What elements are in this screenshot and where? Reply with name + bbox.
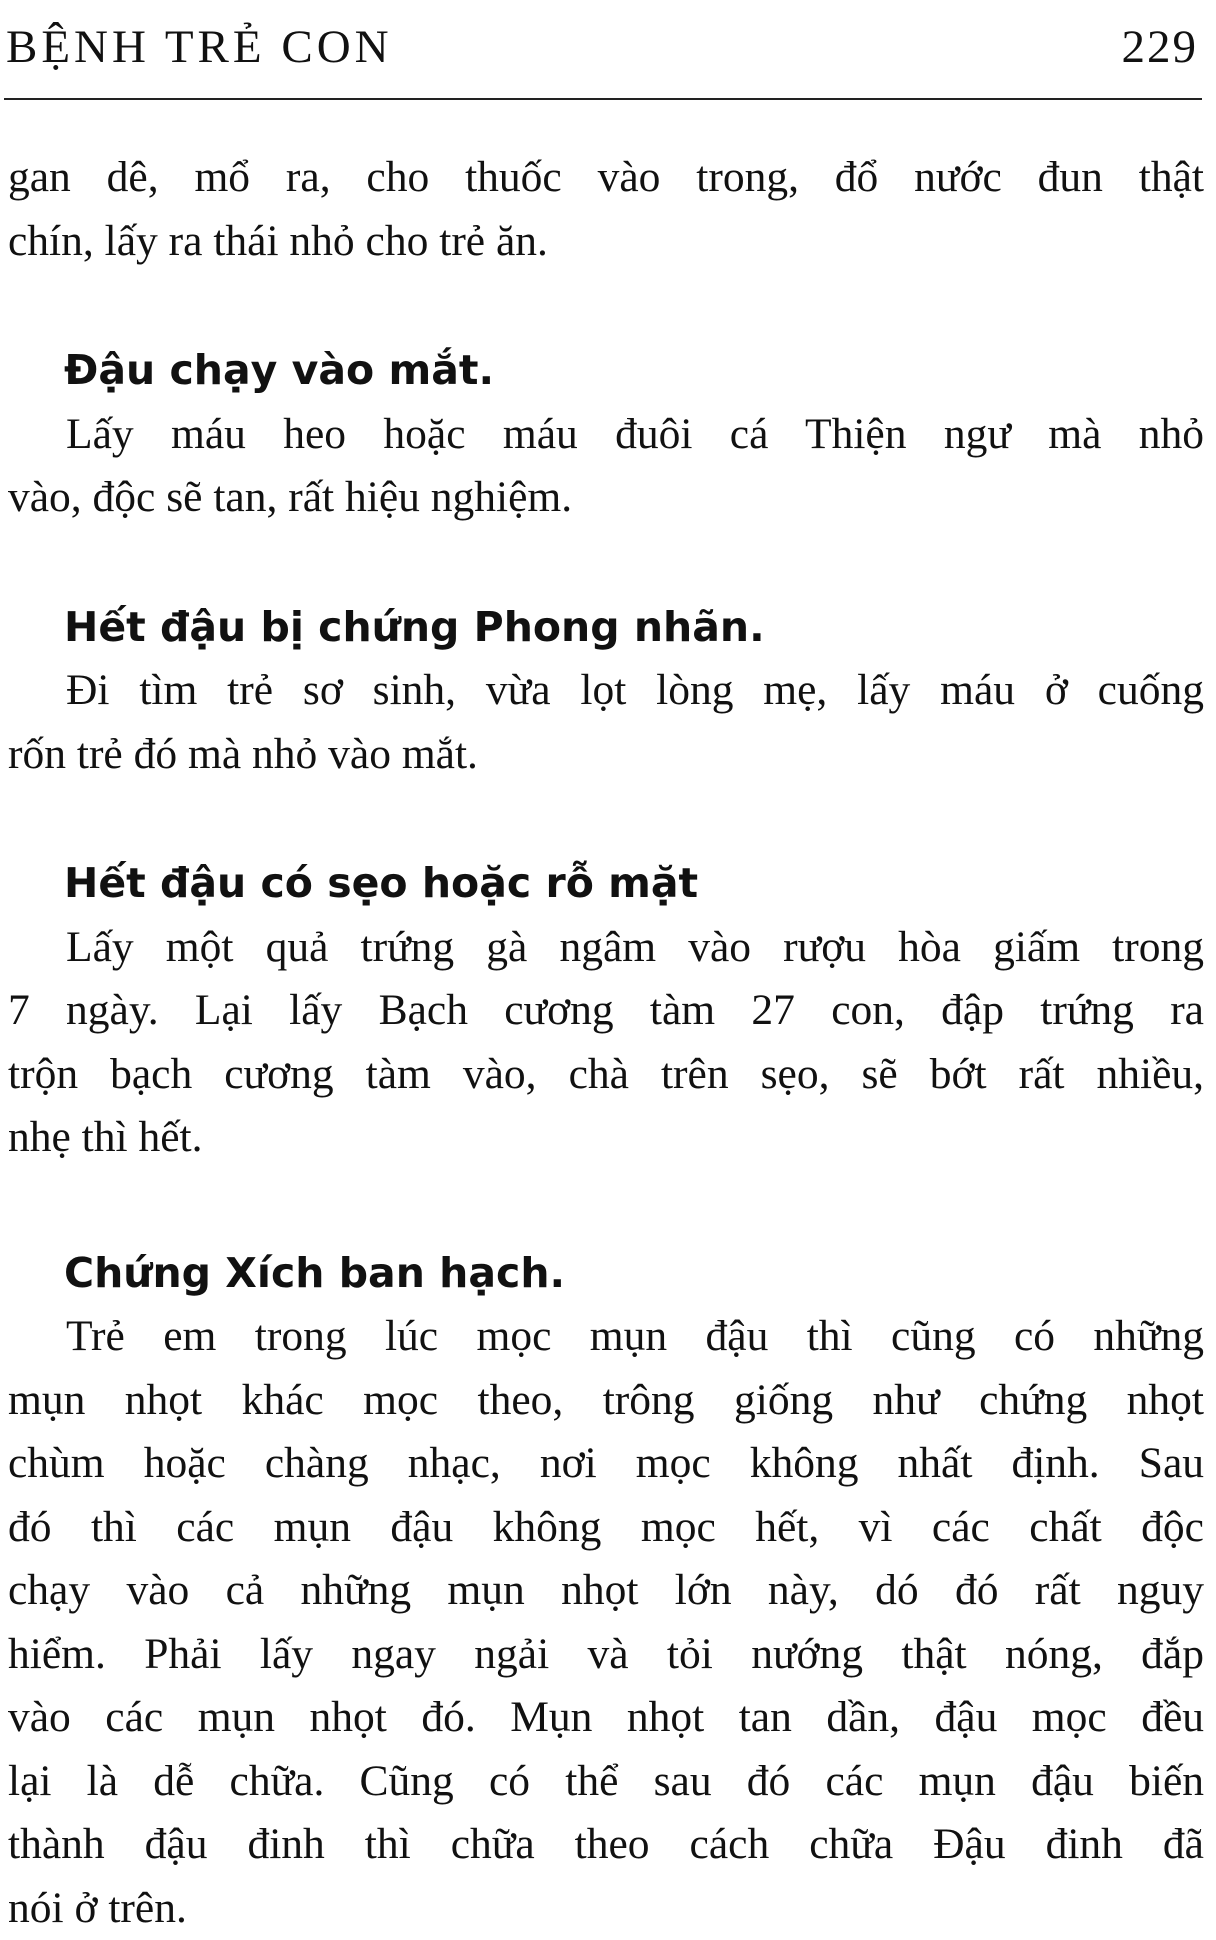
- section-heading: Hết đậu có sẹo hoặc rỗ mặt: [8, 852, 1204, 916]
- text-line: chín, lấy ra thái nhỏ cho trẻ ăn.: [8, 210, 1204, 274]
- text-line: Lấy một quả trứng gà ngâm vào rượu hòa giấm trong: [8, 916, 1204, 980]
- page-number: 229: [1122, 18, 1199, 76]
- intro-paragraph: [8, 146, 1204, 273]
- section-heading: Đậu chạy vào mắt.: [8, 339, 1204, 403]
- text-line: mụn nhọt khác mọc theo, trông giống như chứng nhọt: [8, 1369, 1204, 1433]
- section-paragraph: [8, 1305, 1204, 1940]
- text-line: vào, độc sẽ tan, rất hiệu nghiệm.: [8, 466, 1204, 530]
- section-paragraph: [8, 916, 1204, 1170]
- text-line: Đi tìm trẻ sơ sinh, vừa lọt lòng mẹ, lấy máu ở cuống: [8, 659, 1204, 723]
- text-line: chạy vào cả những mụn nhọt lớn này, dó đó rất nguy: [8, 1559, 1204, 1623]
- text-line: Lấy máu heo hoặc máu đuôi cá Thiện ngư mà nhỏ: [8, 403, 1204, 467]
- spacer: [8, 530, 1204, 596]
- chapter-title: BỆNH TRẺ CON: [6, 18, 393, 76]
- spacer: [8, 273, 1204, 339]
- section-heading: Hết đậu bị chứng Phong nhãn.: [8, 596, 1204, 660]
- page-body: [8, 146, 1204, 1940]
- text-line: rốn trẻ đó mà nhỏ vào mắt.: [8, 723, 1204, 787]
- section-heading: Chứng Xích ban hạch.: [8, 1242, 1204, 1306]
- text-line: hiểm. Phải lấy ngay ngải và tỏi nướng thật nóng, đắp: [8, 1623, 1204, 1687]
- text-line: chùm hoặc chàng nhạc, nơi mọc không nhất định. Sau: [8, 1432, 1204, 1496]
- text-line: đó thì các mụn đậu không mọc hết, vì các chất độc: [8, 1496, 1204, 1560]
- text-line: lại là dễ chữa. Cũng có thể sau đó các mụn đậu biến: [8, 1750, 1204, 1814]
- text-line: 7 ngày. Lại lấy Bạch cương tàm 27 con, đập trứng ra: [8, 979, 1204, 1043]
- text-line: vào các mụn nhọt đó. Mụn nhọt tan dần, đậu mọc đều: [8, 1686, 1204, 1750]
- running-header: [6, 18, 1198, 76]
- text-line: nhẹ thì hết.: [8, 1106, 1204, 1170]
- text-line: trộn bạch cương tàm vào, chà trên sẹo, sẽ bớt rất nhiều,: [8, 1043, 1204, 1107]
- text-line: Trẻ em trong lúc mọc mụn đậu thì cũng có những: [8, 1305, 1204, 1369]
- section-paragraph: [8, 403, 1204, 530]
- text-line: gan dê, mổ ra, cho thuốc vào trong, đổ nước đun thật: [8, 146, 1204, 210]
- spacer: [8, 786, 1204, 852]
- header-rule: [4, 98, 1202, 100]
- text-line: thành đậu đinh thì chữa theo cách chữa Đậu đinh đã: [8, 1813, 1204, 1877]
- spacer: [8, 1170, 1204, 1242]
- section-paragraph: [8, 659, 1204, 786]
- text-line: nói ở trên.: [8, 1877, 1204, 1940]
